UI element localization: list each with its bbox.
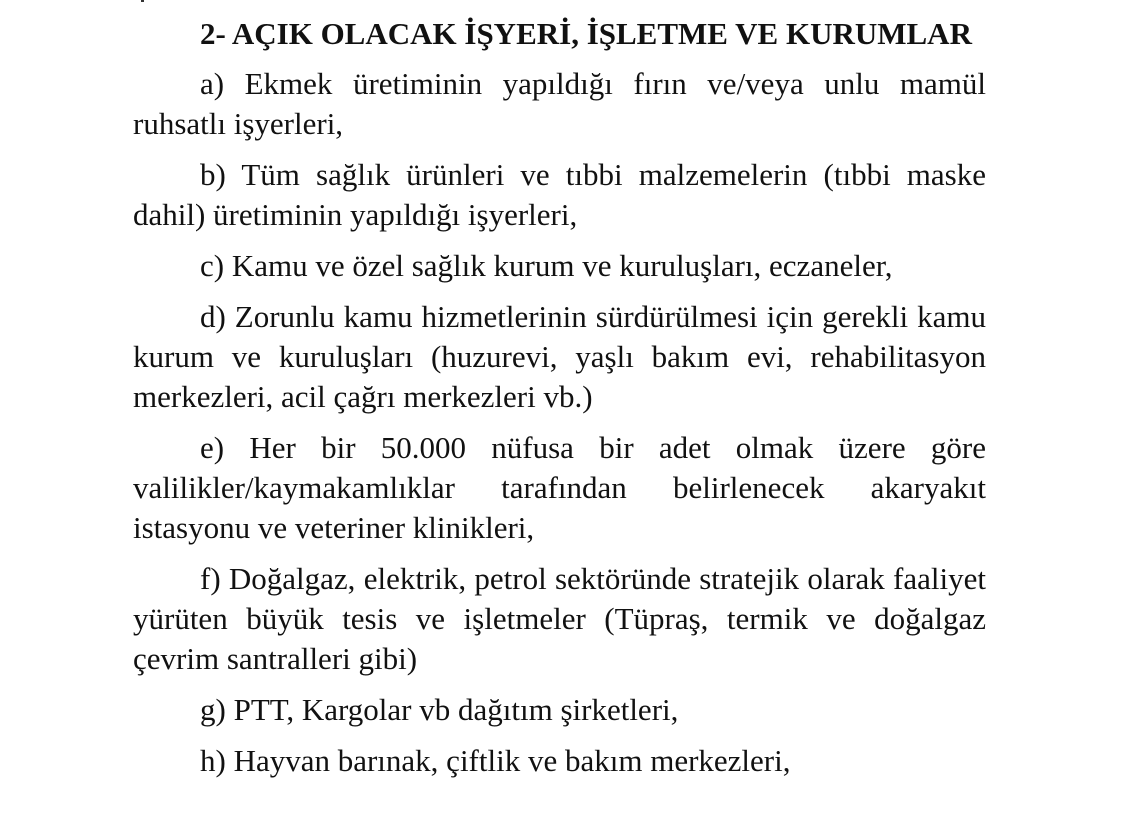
document-body: [133, 14, 986, 792]
list-item-f: f) Doğalgaz, elektrik, petrol sektöründe stratejik olarak faaliyet yürüten büyük tesis ve işletmeler (Tüpraş, termik ve doğalgaz çevrim santralleri gibi): [133, 561, 986, 676]
list-item-c: c) Kamu ve özel sağlık kurum ve kuruluşları, eczaneler,: [200, 248, 893, 283]
page-edge-mark: [141, 0, 144, 2]
list-item-g: g) PTT, Kargolar vb dağıtım şirketleri,: [200, 692, 679, 727]
list-item-h: h) Hayvan barınak, çiftlik ve bakım merkezleri,: [200, 743, 791, 778]
section-heading: 2- AÇIK OLACAK İŞYERİ, İŞLETME VE KURUMLAR: [200, 16, 972, 51]
list-item-e: e) Her bir 50.000 nüfusa bir adet olmak üzere göre valilikler/kaymakamlıklar tarafından belirlenecek akaryakıt istasyonu ve veteriner klinikleri,: [133, 430, 986, 545]
list-item-d: d) Zorunlu kamu hizmetlerinin sürdürülmesi için gerekli kamu kurum ve kuruluşları (huzurevi, yaşlı bakım evi, rehabilitasyon merkezleri, acil çağrı merkezleri vb.): [133, 299, 986, 414]
list-item-b: b) Tüm sağlık ürünleri ve tıbbi malzemelerin (tıbbi maske dahil) üretiminin yapıldığı işyerleri,: [133, 157, 986, 232]
list-item-a: a) Ekmek üretiminin yapıldığı fırın ve/veya unlu mamül ruhsatlı işyerleri,: [133, 66, 986, 141]
